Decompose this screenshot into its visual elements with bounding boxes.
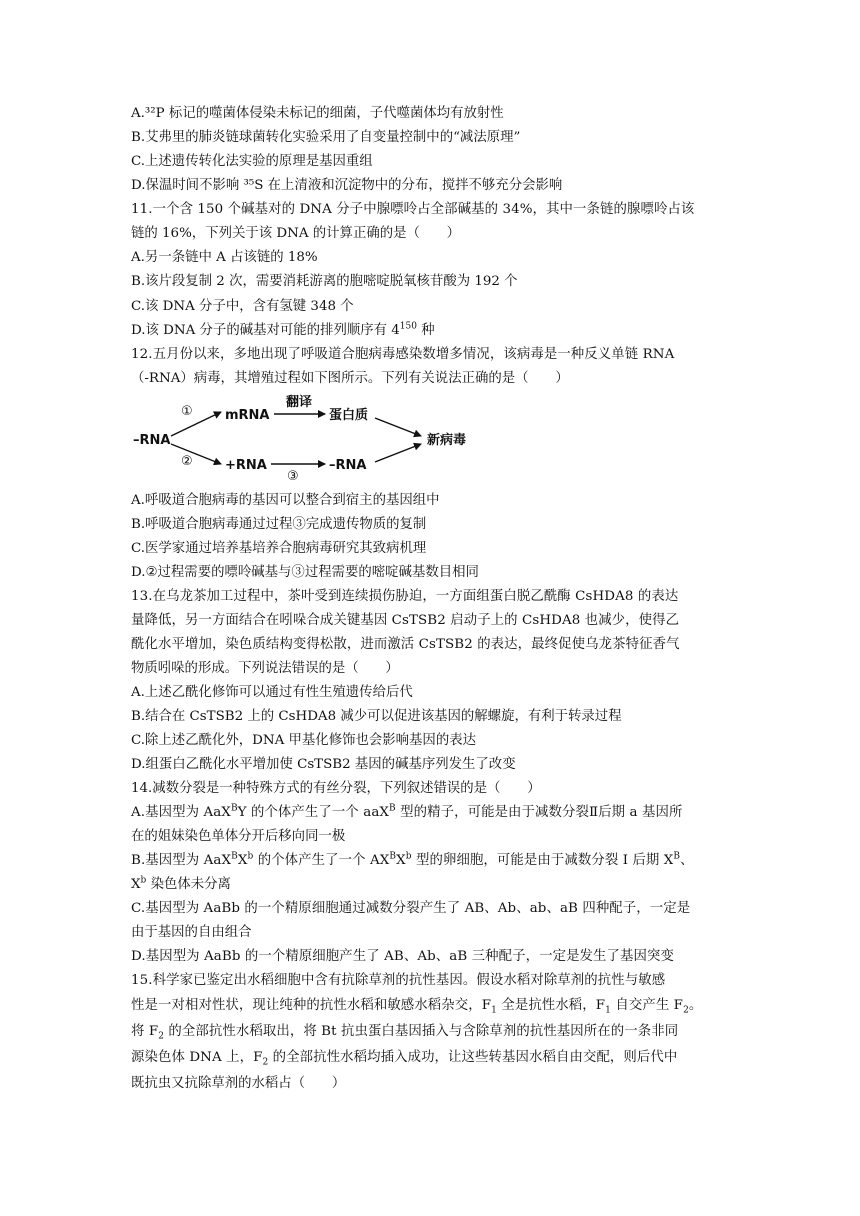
question-12-stem-cont: （-RNA）病毒，其增殖过程如下图所示。下列有关说法正确的是（ ） <box>131 371 569 386</box>
option-13c: C.除上述乙酰化外，DNA 甲基化修饰也会影响基因的表达 <box>131 733 476 748</box>
arrow-step2 <box>171 444 221 464</box>
option-12b: B.呼吸道合胞病毒通过过程③完成遗传物质的复制 <box>131 517 427 532</box>
step1-label: ① <box>181 404 193 419</box>
question-14-stem: 14.减数分裂是一种特殊方式的有丝分裂，下列叙述错误的是（ ） <box>131 781 541 796</box>
plus-rna-label: +RNA <box>225 458 267 473</box>
question-11-stem: 11.一个含 150 个碱基对的 DNA 分子中腺嘌呤占全部碱基的 34%，其中一条链的腺嘌呤占该 <box>131 202 695 217</box>
option-12a: A.呼吸道合胞病毒的基因可以整合到宿主的基因组中 <box>131 493 440 508</box>
minus-rna-start-label: –RNA <box>133 433 171 448</box>
virus-replication-diagram <box>131 392 491 480</box>
mrna-label: mRNA <box>225 408 270 423</box>
option-11b: B.该片段复制 2 次，需要消耗游离的胞嘧啶脱氧核苷酸为 192 个 <box>131 274 518 289</box>
option-14a: A.基因型为 AaX$^B$Y 的个体产生了一个 aaX$^B$ 型的精子，可能是由于减数分裂Ⅱ后期 a 基因所 <box>131 803 683 820</box>
option-11a: A.另一条链中 A 占该链的 18% <box>131 250 318 265</box>
question-15-stem-4: 源染色体 DNA 上，$F_2$ 的全部抗性水稻均插入成功，让这些转基因水稻自由交配，则后代中 <box>131 1050 678 1068</box>
question-13-stem-3: 酰化水平增加，染色质结构变得松散，进而激活 CsTSB2 的表达，最终促使乌龙茶特征香气 <box>131 637 680 652</box>
option-13a: A.上述乙酰化修饰可以通过有性生殖遗传给后代 <box>131 685 413 700</box>
option-14c-cont: 由于基因的自由组合 <box>131 925 252 940</box>
option-14d: D.基因型为 AaBb 的一个精原细胞产生了 AB、Ab、aB 三种配子，一定是发生了基因突变 <box>131 949 674 964</box>
new-virus-label: 新病毒 <box>427 433 467 448</box>
question-15-stem-3: 将 $F_2$ 的全部抗性水稻取出，将 Bt 抗虫蛋白基因插入与含除草剂的抗性基因所在的一条非同 <box>131 1024 679 1042</box>
option-14b-cont: $X^b$ 染色体未分离 <box>131 875 231 892</box>
translation-label: 翻译 <box>286 395 313 410</box>
option-12c: C.医学家通过培养基培养合胞病毒研究其致病机理 <box>131 541 427 556</box>
option-13b: B.结合在 CsTSB2 上的 CsHDA8 减少可以促进该基因的解螺旋，有利于转录过程 <box>131 709 622 724</box>
arrow-step1 <box>171 412 221 436</box>
option-10d: D.保温时间不影响 ³⁵S 在上清液和沉淀物中的分布，搅拌不够充分会影响 <box>131 178 563 193</box>
protein-label: 蛋白质 <box>329 408 369 423</box>
question-15-stem-5: 既抗虫又抗除草剂的水稻占（ ） <box>131 1076 346 1091</box>
arrow-protein-to-virus <box>375 418 421 436</box>
arrow-rna-to-virus <box>375 444 421 462</box>
option-11d: D.该 DNA 分子的碱基对可能的排列顺序有 $4^{150}$ 种 <box>131 321 435 338</box>
option-12d: D.②过程需要的嘌呤碱基与③过程需要的嘧啶碱基数目相同 <box>131 565 479 580</box>
question-13-stem: 13.在乌龙茶加工过程中，茶叶受到连续损伤胁迫，一方面组蛋白脱乙酰酶 CsHDA8 的表达 <box>131 589 679 604</box>
question-15-stem: 15.科学家已鉴定出水稻细胞中含有抗除草剂的抗性基因。假设水稻对除草剂的抗性与敏感 <box>131 973 666 988</box>
minus-rna-end-label: –RNA <box>329 458 367 473</box>
option-10a: A.³²P 标记的噬菌体侵染未标记的细菌，子代噬菌体均有放射性 <box>131 106 504 121</box>
question-13-stem-4: 物质吲哚的形成。下列说法错误的是（ ） <box>131 661 399 676</box>
question-12-stem: 12.五月份以来，多地出现了呼吸道合胞病毒感染数增多情况，该病毒是一种反义单链 RNA <box>131 347 675 362</box>
option-14a-cont: 在的姐妹染色单体分开后移向同一极 <box>131 829 346 844</box>
option-14b: B.基因型为 $AaX^BX^b$ 的个体产生了一个 $AX^BX^b$ 型的卵细胞，可能是由于减数分裂 I 后期 $X^B$、 <box>131 851 694 868</box>
option-11c: C.该 DNA 分子中，含有氢键 348 个 <box>131 299 354 314</box>
step3-label: ③ <box>287 469 299 480</box>
option-13d: D.组蛋白乙酰化水平增加使 CsTSB2 基因的碱基序列发生了改变 <box>131 757 516 772</box>
option-14c: C.基因型为 AaBb 的一个精原细胞通过减数分裂产生了 AB、Ab、ab、aB 四种配子，一定是 <box>131 901 691 916</box>
question-15-stem-2: 性是一对相对性状，现让纯种的抗性水稻和敏感水稻杂交，$F_1$ 全是抗性水稻，$F_1$ 自交产生 $F_2$。 <box>131 998 703 1016</box>
option-10c: C.上述遗传转化法实验的原理是基因重组 <box>131 154 373 169</box>
question-13-stem-2: 量降低，另一方面结合在吲哚合成关键基因 CsTSB2 启动子上的 CsHDA8 也减少，使得乙 <box>131 613 680 628</box>
question-11-stem-cont: 链的 16%，下列关于该 DNA 的计算正确的是（ ） <box>131 226 461 241</box>
option-10b: B.艾弗里的肺炎链球菌转化实验采用了自变量控制中的“减法原理” <box>131 130 521 145</box>
step2-label: ② <box>181 454 193 469</box>
